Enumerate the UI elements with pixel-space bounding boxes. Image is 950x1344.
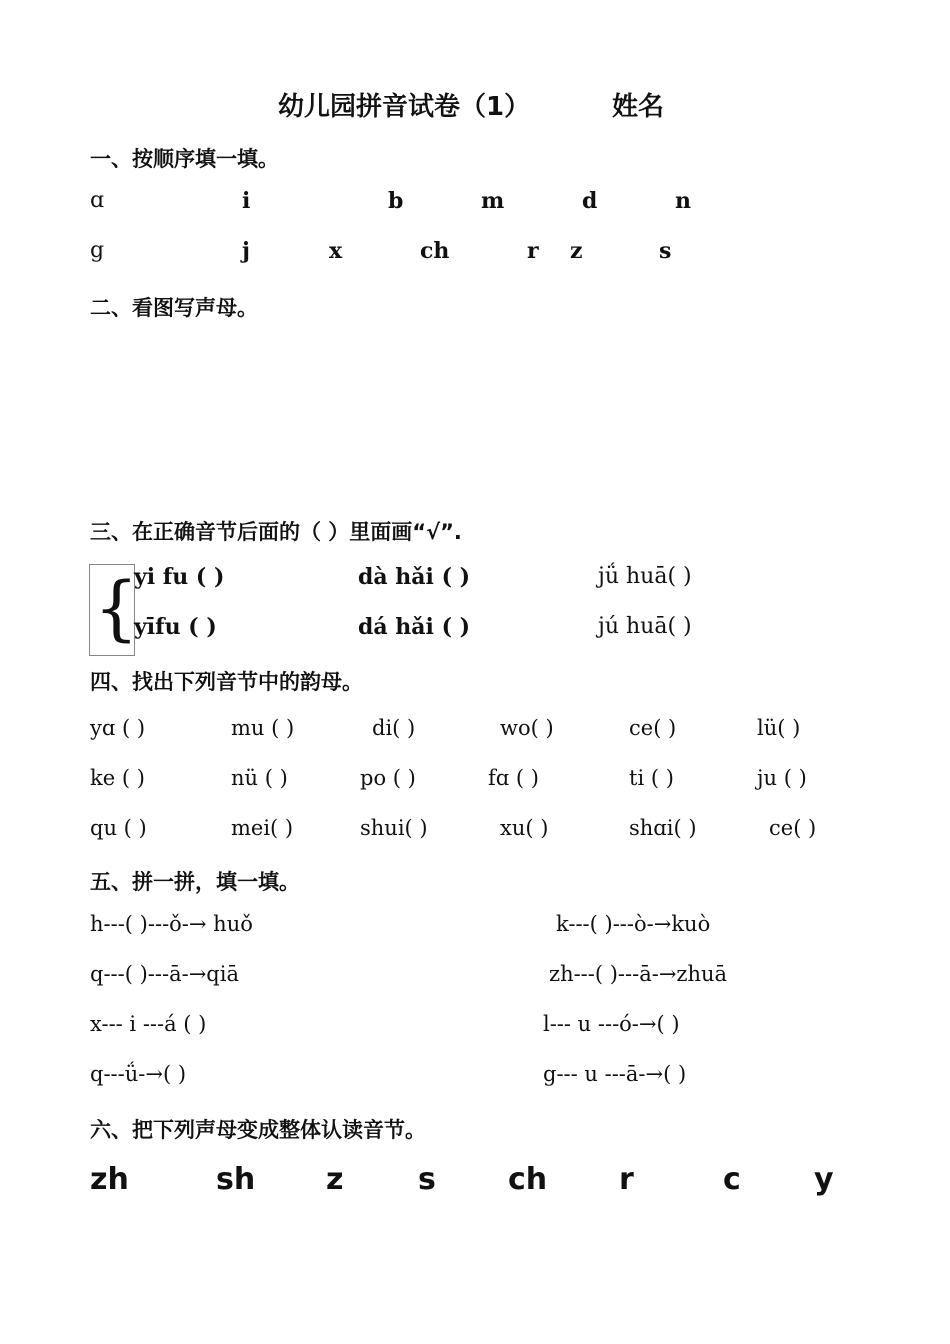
initial: y — [814, 1162, 834, 1197]
option: yi fu ( ) — [134, 564, 225, 590]
spelling-item: l--- u ---ó-→( ) — [543, 1012, 680, 1036]
page-title: 幼儿园拼音试卷（1） — [278, 92, 531, 122]
initial: c — [723, 1162, 741, 1197]
section-2-heading: 二、看图写声母。 — [90, 296, 258, 320]
spelling-item: h---( )---ǒ-→ huǒ — [90, 912, 253, 936]
letter: n — [675, 188, 691, 214]
letter: x — [329, 238, 343, 264]
syllable: mu ( ) — [231, 716, 295, 740]
option: jǘ huā( ) — [598, 564, 692, 589]
spelling-item: g--- u ---ā-→( ) — [543, 1062, 687, 1086]
section-4-row-1 — [0, 716, 950, 756]
initial: r — [619, 1162, 634, 1197]
initial: sh — [216, 1162, 256, 1197]
brace-icon: { — [94, 567, 139, 649]
spelling-item: k---( )---ò-→kuò — [556, 912, 711, 936]
section-5-row-1 — [0, 912, 950, 952]
letter: s — [659, 238, 672, 264]
letter: z — [570, 238, 583, 264]
section-5-heading: 五、拼一拼，填一填。 — [90, 870, 300, 894]
section-1-row-2 — [0, 238, 950, 278]
section-5-row-2 — [0, 962, 950, 1002]
syllable: qu ( ) — [90, 816, 147, 840]
initial: z — [326, 1162, 344, 1197]
section-6-row — [0, 1162, 950, 1210]
section-3-heading: 三、在正确音节后面的（ ）里面画“√”. — [90, 520, 462, 544]
syllable: po ( ) — [360, 766, 416, 790]
syllable: xu( ) — [500, 816, 549, 840]
syllable: ju ( ) — [757, 766, 807, 790]
letter: m — [481, 188, 505, 214]
syllable: ti ( ) — [629, 766, 674, 790]
letter: b — [388, 188, 404, 214]
option: yīfu ( ) — [134, 614, 217, 640]
option: dá hǎi ( ) — [358, 614, 471, 640]
syllable: ce( ) — [769, 816, 817, 840]
option: jú huā( ) — [598, 614, 692, 639]
letter: ɑ — [90, 188, 105, 213]
section-1-row-1 — [0, 188, 950, 228]
spelling-item: q---( )---ā-→qiā — [90, 962, 239, 986]
name-label: 姓名 — [612, 92, 665, 122]
initial: ch — [508, 1162, 548, 1197]
syllable: shɑi( ) — [629, 816, 697, 840]
section-5-row-3 — [0, 1012, 950, 1052]
syllable: mei( ) — [231, 816, 294, 840]
syllable: wo( ) — [500, 716, 554, 740]
syllable: ke ( ) — [90, 766, 145, 790]
letter: i — [242, 188, 251, 214]
syllable: yɑ ( ) — [90, 716, 146, 740]
section-1-heading: 一、按顺序填一填。 — [90, 147, 279, 171]
section-5-row-4 — [0, 1062, 950, 1102]
spelling-item: q---ǘ-→( ) — [90, 1062, 187, 1086]
letter: g — [90, 238, 105, 263]
section-3-row-2 — [0, 614, 950, 654]
spelling-item: x--- i ---á ( ) — [90, 1012, 207, 1036]
section-4-heading: 四、找出下列音节中的韵母。 — [90, 670, 363, 694]
section-4-row-3 — [0, 816, 950, 856]
letter: ch — [420, 238, 450, 264]
syllable: fɑ ( ) — [488, 766, 539, 790]
initial: s — [418, 1162, 436, 1197]
letter: j — [242, 238, 250, 264]
section-3-row-1 — [0, 564, 950, 604]
syllable: lü( ) — [757, 716, 801, 740]
initial: zh — [90, 1162, 129, 1197]
syllable: ce( ) — [629, 716, 677, 740]
option: dà hǎi ( ) — [358, 564, 471, 590]
spelling-item: zh---( )---ā-→zhuā — [549, 962, 728, 986]
syllable: nü ( ) — [231, 766, 288, 790]
syllable: shui( ) — [360, 816, 428, 840]
syllable: di( ) — [372, 716, 416, 740]
letter: d — [582, 188, 598, 214]
section-4-row-2 — [0, 766, 950, 806]
letter: r — [527, 238, 539, 264]
section-6-heading: 六、把下列声母变成整体认读音节。 — [90, 1118, 426, 1142]
